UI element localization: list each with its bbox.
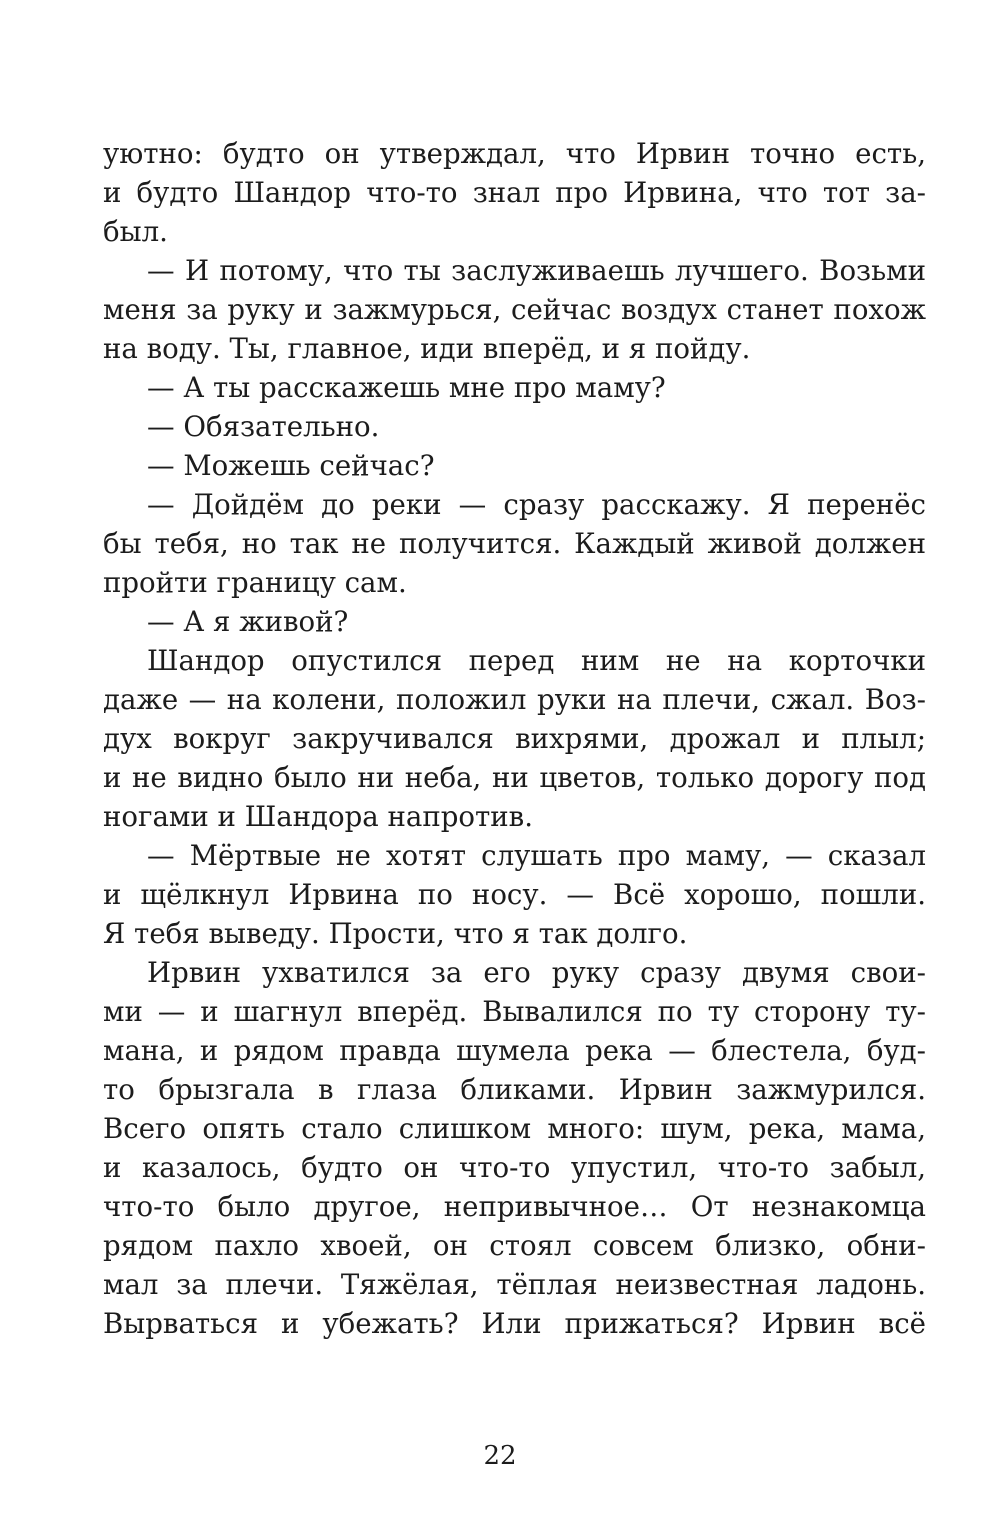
- text-line: что-то было другое, непривычное… От незнакомца: [103, 1190, 926, 1223]
- text-line: то брызгала в глаза бликами. Ирвин зажмурился.: [103, 1073, 926, 1106]
- text-line: — И потому, что ты заслуживаешь лучшего. Возьми: [147, 254, 926, 287]
- text-line: пройти границу сам.: [103, 566, 407, 599]
- text-line: — Дойдём до реки — сразу расскажу. Я перенёс: [147, 488, 926, 521]
- text-line: ми — и шагнул вперёд. Вывалился по ту сторону ту-: [103, 995, 926, 1028]
- body-text: [103, 134, 926, 1343]
- text-line: на воду. Ты, главное, иди вперёд, и я пойду.: [103, 332, 751, 365]
- text-line: — Обязательно.: [147, 410, 380, 443]
- text-line: и будто Шандор что-то знал про Ирвина, что тот за-: [103, 176, 926, 209]
- text-line: был.: [103, 215, 168, 248]
- text-line: Я тебя выведу. Прости, что я так долго.: [103, 917, 688, 950]
- text-line: Всего опять стало слишком много: шум, река, мама,: [103, 1112, 926, 1145]
- text-line: Шандор опустился перед ним не на корточки: [147, 644, 926, 677]
- text-line: бы тебя, но так не получится. Каждый живой должен: [103, 527, 926, 560]
- text-line: мал за плечи. Тяжёлая, тёплая неизвестная ладонь.: [103, 1268, 926, 1301]
- text-line: мана, и рядом правда шумела река — блестела, буд-: [103, 1034, 926, 1067]
- text-line: и казалось, будто он что-то упустил, что-то забыл,: [103, 1151, 926, 1184]
- text-line: Ирвин ухватился за его руку сразу двумя свои-: [147, 956, 926, 989]
- text-line: — А я живой?: [147, 605, 349, 638]
- page-number: 22: [483, 1441, 517, 1471]
- text-line: меня за руку и зажмурься, сейчас воздух станет похож: [103, 293, 926, 326]
- text-line: даже — на колени, положил руки на плечи, сжал. Воз-: [103, 683, 926, 716]
- text-line: дух вокруг закручивался вихрями, дрожал и плыл;: [103, 722, 926, 755]
- text-line: Вырваться и убежать? Или прижаться? Ирвин всё: [103, 1307, 926, 1340]
- text-line: — А ты расскажешь мне про маму?: [147, 371, 666, 404]
- text-line: и не видно было ни неба, ни цветов, только дорогу под: [103, 761, 926, 794]
- text-line: — Мёртвые не хотят слушать про маму, — сказал: [147, 839, 926, 872]
- text-line: уютно: будто он утверждал, что Ирвин точно есть,: [103, 137, 926, 170]
- text-line: ногами и Шандора напротив.: [103, 800, 533, 833]
- text-line: и щёлкнул Ирвина по носу. — Всё хорошо, пошли.: [103, 878, 926, 911]
- text-line: — Можешь сейчас?: [147, 449, 435, 482]
- text-line: рядом пахло хвоей, он стоял совсем близко, обни-: [103, 1229, 926, 1262]
